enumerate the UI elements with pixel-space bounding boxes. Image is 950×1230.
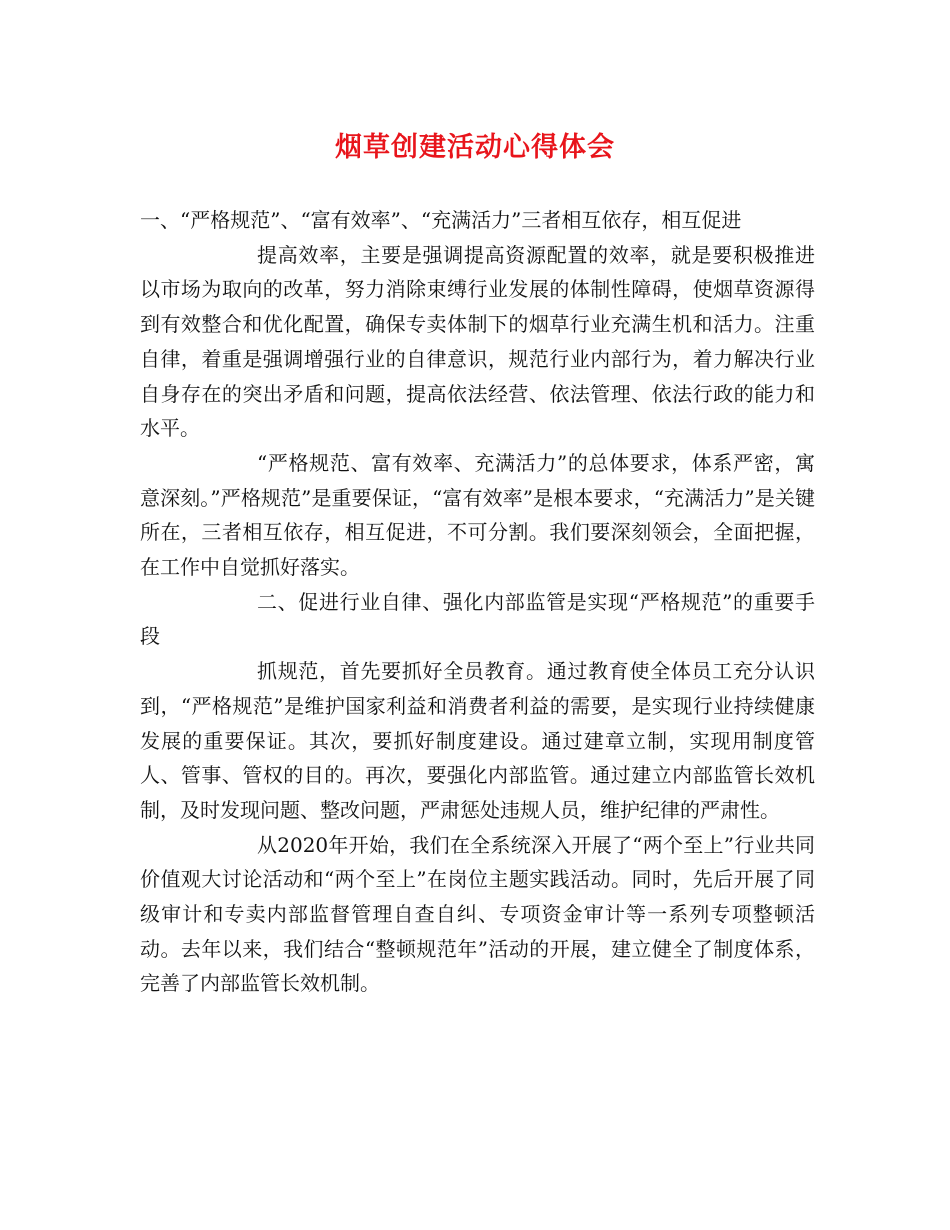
paragraph: 提高效率，主要是强调提高资源配置的效率，就是要积极推进以市场为取向的改革，努力消除束缚行业发展的体制性障碍，使烟草资源得到有效整合和优化配置，确保专卖体制下的烟草行业充满生机和活力。注重自律，着重是强调增强行业的自律意识，规范行业内部行为，着力解决行业自身存在的突出矛盾和问题，提高依法经营、依法管理、依法行政的能力和水平。 (140, 242, 815, 441)
section-heading-2: 二、促进行业自律、强化内部监管是实现“严格规范”的重要手段 (140, 589, 815, 649)
section-heading-1: 一、“严格规范”、“富有效率”、“充满活力”三者相互依存，相互促进 (140, 208, 742, 232)
paragraph: 抓规范，首先要抓好全员教育。通过教育使全体员工充分认识到，“严格规范”是维护国家利益和消费者利益的需要，是实现行业持续健康发展的重要保证。其次，要抓好制度建设。通过建章立制，实现用制度管人、管事、管权的目的。再次，要强化内部监管。通过建立内部监管长效机制，及时发现问题、整改问题，严肃惩处违规人员，维护纪律的严肃性。 (140, 659, 815, 822)
document-title: 烟草创建活动心得体会 (335, 132, 615, 163)
paragraph: “严格规范、富有效率、充满活力”的总体要求，体系严密，寓意深刻。”严格规范”是重要保证，“富有效率”是根本要求，“充满活力”是关键所在，三者相互依存，相互促进，不可分割。我们要深刻领会，全面把握，在工作中自觉抓好落实。 (140, 450, 815, 580)
paragraph: 从2020年开始，我们在全系统深入开展了“两个至上”行业共同价值观大讨论活动和“两个至上”在岗位主题实践活动。同时，先后开展了同级审计和专卖内部监督管理自查自纠、专项资金审计等一系列专项整顿活动。去年以来，我们结合“整顿规范年”活动的开展，建立健全了制度体系，完善了内部监管长效机制。 (140, 832, 815, 996)
document-body (140, 203, 815, 1001)
